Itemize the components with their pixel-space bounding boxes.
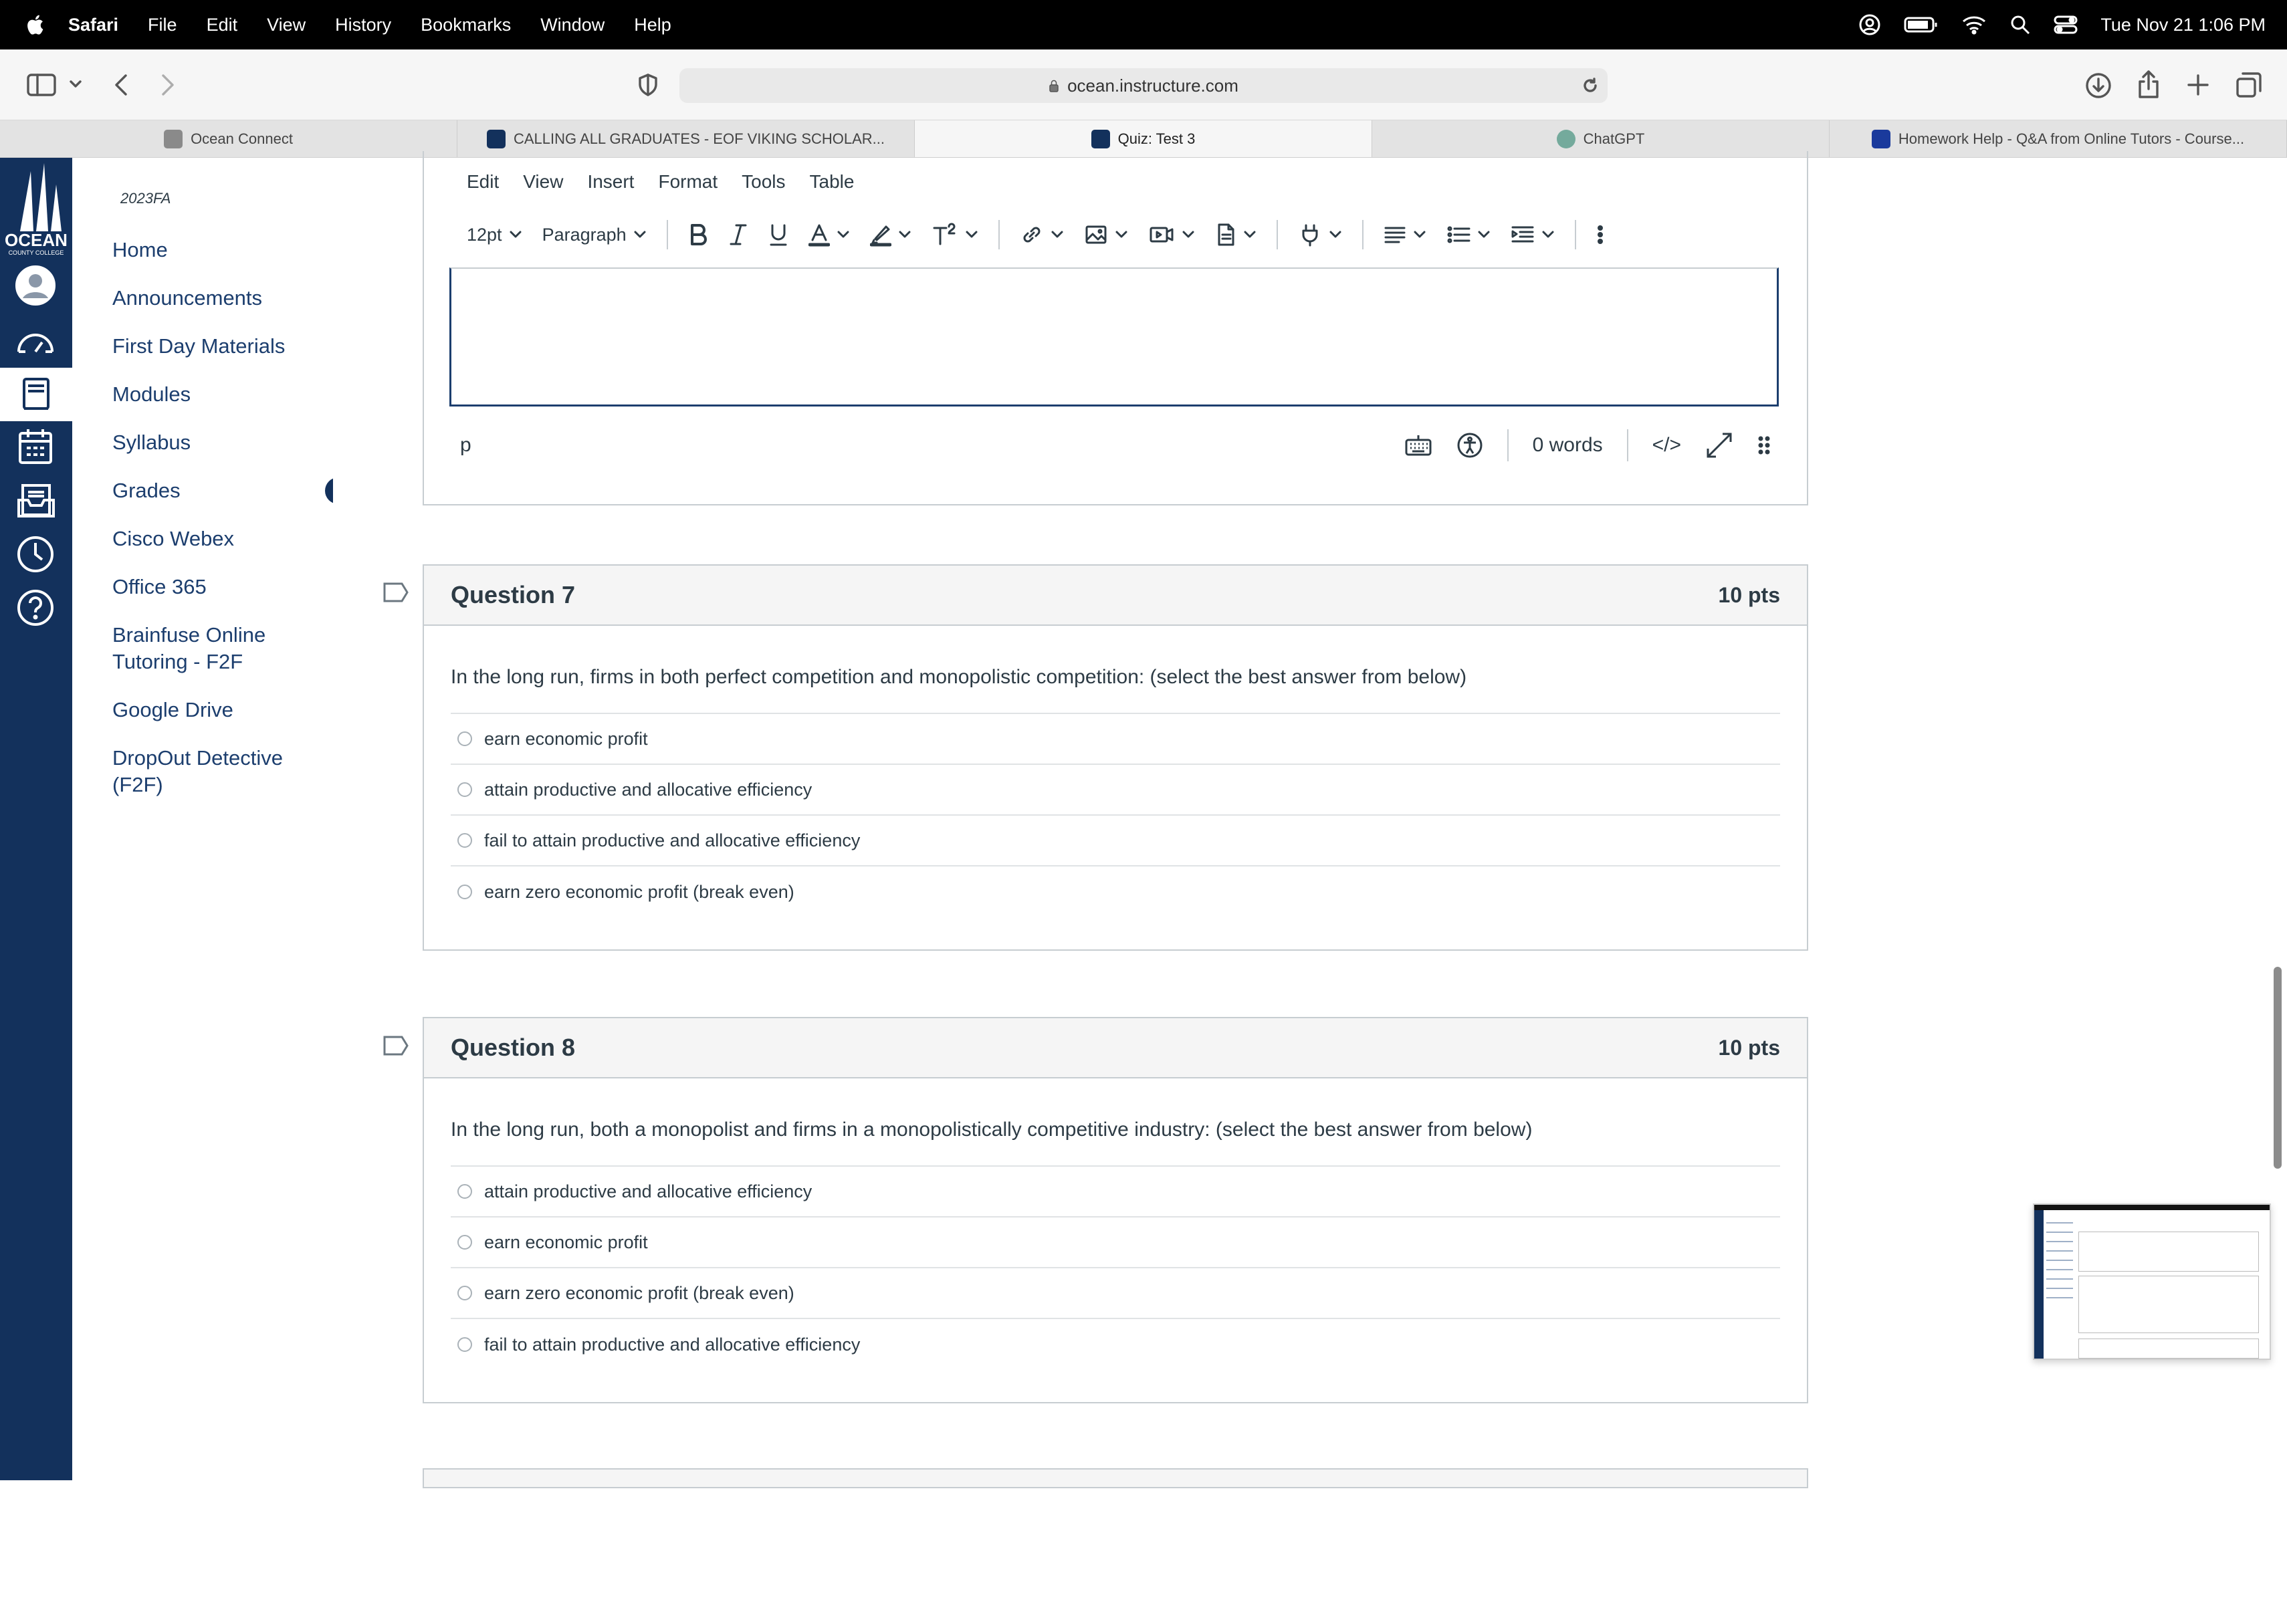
courses-book-icon <box>15 374 56 415</box>
more-options-button[interactable] <box>1596 223 1604 247</box>
question-points: 10 pts <box>1718 1035 1780 1060</box>
new-tab-plus-icon[interactable] <box>2187 74 2209 96</box>
question-title: Question 8 <box>451 1034 576 1061</box>
battery-icon[interactable] <box>1904 15 1939 34</box>
fullscreen-button[interactable] <box>1705 431 1733 459</box>
superscript-icon <box>932 223 958 247</box>
ocean-logo-icon <box>487 130 506 148</box>
question-title: Question 7 <box>451 581 576 608</box>
url-text: ocean.instructure.com <box>1067 75 1238 96</box>
courses-nav[interactable] <box>0 368 72 421</box>
italic-icon <box>728 223 748 247</box>
apps-plug-button[interactable] <box>1298 223 1342 247</box>
menu-app-name[interactable]: Safari <box>68 14 119 35</box>
course-nav-syllabus[interactable]: Syllabus <box>112 431 191 454</box>
align-button[interactable] <box>1384 223 1426 247</box>
answer-label[interactable]: attain productive and allocative efficiency <box>484 779 812 800</box>
tab-overview-icon[interactable] <box>2236 72 2262 98</box>
answer-option[interactable] <box>451 1268 1780 1319</box>
underline-button[interactable] <box>768 223 788 247</box>
highlighter-icon <box>870 223 891 247</box>
flag-question-8-button[interactable] <box>383 1035 409 1056</box>
editor-menu-insert[interactable]: Insert <box>587 171 635 192</box>
tab-label: CALLING ALL GRADUATES - EOF VIKING SCHOLAR... <box>513 130 885 147</box>
tab-ocean-connect[interactable] <box>0 120 457 157</box>
align-left-icon <box>1384 223 1406 247</box>
chevron-down-icon <box>1182 230 1195 239</box>
bullet-list-icon <box>1446 223 1471 247</box>
screenshot-thumbnail[interactable] <box>2033 1203 2271 1360</box>
question-header <box>424 566 1807 626</box>
editor-menu-tools[interactable]: Tools <box>742 171 786 192</box>
answer-option[interactable] <box>451 1319 1780 1370</box>
logo-subtitle: COUNTY COLLEGE <box>8 249 64 256</box>
chevron-down-icon <box>1243 230 1257 239</box>
tab-label: ChatGPT <box>1583 130 1645 147</box>
course-nav-brainfuse[interactable]: Brainfuse Online Tutoring - F2F <box>112 623 266 673</box>
wifi-icon[interactable] <box>1961 15 1987 35</box>
question-7 <box>423 564 1808 951</box>
course-nav-google-drive[interactable]: Google Drive <box>112 698 233 721</box>
radio-button[interactable] <box>457 1286 472 1300</box>
collapse-nav-button[interactable] <box>15 1587 56 1621</box>
chevron-down-icon <box>1413 230 1426 239</box>
font-size-select[interactable] <box>467 225 522 245</box>
course-nav-announcements[interactable]: Announcements <box>112 286 263 310</box>
course-nav-grades[interactable]: Grades <box>112 479 181 502</box>
editor-status-bar <box>460 425 1771 465</box>
question-text: In the long run, firms in both perfect competition and monopolistic competition: (select the best answer from below) <box>451 666 1467 688</box>
block-format-select[interactable] <box>542 225 647 245</box>
menu-history[interactable]: History <box>335 14 392 35</box>
highlight-color-button[interactable] <box>870 223 911 247</box>
help-nav[interactable] <box>15 587 56 628</box>
chevron-down-icon <box>1051 230 1064 239</box>
drag-handle-icon <box>1757 433 1771 457</box>
question-points: 10 pts <box>1718 582 1780 607</box>
editor-toolbar <box>467 218 1624 251</box>
chevron-down-icon <box>898 230 911 239</box>
radio-button[interactable] <box>457 782 472 797</box>
document-button[interactable] <box>1215 223 1257 247</box>
indent-button[interactable] <box>1511 223 1555 247</box>
chevron-down-icon <box>837 230 850 239</box>
bold-button[interactable] <box>688 223 708 247</box>
question-text: In the long run, both a monopolist and firms in a monopolistically competitive industry: (select the best answer from below) <box>451 1119 1533 1141</box>
indent-icon <box>1511 223 1535 247</box>
answer-list <box>451 713 1780 917</box>
back-arrow-icon[interactable] <box>114 74 128 96</box>
course-nav-office-365[interactable]: Office 365 <box>112 575 207 598</box>
course-nav-cisco-webex[interactable]: Cisco Webex <box>112 527 235 550</box>
privacy-shield-icon[interactable] <box>638 74 658 96</box>
inbox-icon <box>15 480 56 521</box>
question-8 <box>423 1017 1808 1403</box>
radio-button[interactable] <box>457 1235 472 1250</box>
browser-toolbar <box>0 49 2287 120</box>
status-divider <box>1507 429 1509 461</box>
accessibility-checker-button[interactable] <box>1456 432 1483 459</box>
downloads-icon[interactable] <box>2085 72 2112 99</box>
question-header <box>424 1018 1807 1078</box>
resize-handle[interactable] <box>1757 433 1771 457</box>
chevron-down-icon <box>1115 230 1128 239</box>
chevron-down-icon <box>509 230 522 239</box>
chevron-down-icon <box>965 230 978 239</box>
course-nav-grades-row[interactable] <box>112 477 366 504</box>
element-path[interactable]: p <box>460 434 471 456</box>
control-center-icon[interactable] <box>2054 15 2078 35</box>
document-icon <box>1215 223 1236 247</box>
flag-icon <box>383 1035 409 1056</box>
answer-list <box>451 1165 1780 1370</box>
calendar-nav[interactable] <box>15 427 56 468</box>
thumbnail-course-nav <box>2046 1218 2073 1298</box>
radio-button[interactable] <box>457 731 472 746</box>
chevron-down-icon[interactable] <box>70 80 82 88</box>
link-icon <box>1020 223 1044 247</box>
html-editor-toggle[interactable]: </> <box>1652 434 1681 456</box>
superscript-button[interactable] <box>932 223 978 247</box>
flag-question-7-button[interactable] <box>383 582 409 603</box>
image-icon <box>1084 223 1108 247</box>
reload-icon[interactable] <box>1582 78 1598 94</box>
editor-menu-view[interactable]: View <box>523 171 564 192</box>
answer-option[interactable] <box>451 765 1780 816</box>
thumbnail-sidebar <box>2034 1210 2044 1360</box>
menu-window[interactable]: Window <box>540 14 605 35</box>
course-hero-icon <box>1872 130 1890 148</box>
underline-icon <box>768 223 788 247</box>
block-format-value: Paragraph <box>542 224 627 245</box>
menu-file[interactable]: File <box>148 14 177 35</box>
menu-clock[interactable]: Tue Nov 21 1:06 PM <box>2100 14 2266 35</box>
image-button[interactable] <box>1084 223 1128 247</box>
answer-label[interactable]: earn economic profit <box>484 1232 648 1252</box>
answer-label[interactable]: attain productive and allocative efficiency <box>484 1181 812 1201</box>
editor-text-area[interactable] <box>449 267 1779 407</box>
clock-history-icon <box>15 534 56 575</box>
ocean-connect-icon <box>164 130 183 148</box>
flag-icon <box>383 582 409 603</box>
tab-label: Quiz: Test 3 <box>1117 130 1196 147</box>
answer-label[interactable]: fail to attain productive and allocative efficiency <box>484 830 861 850</box>
italic-button[interactable] <box>728 223 748 247</box>
chevron-down-icon <box>1477 230 1491 239</box>
status-divider <box>1627 429 1628 461</box>
chevron-down-icon <box>1329 230 1342 239</box>
forward-arrow-icon[interactable] <box>160 74 175 96</box>
answer-option[interactable] <box>451 866 1780 917</box>
expand-icon <box>1705 431 1733 459</box>
dashboard-nav[interactable] <box>15 322 56 364</box>
text-color-button[interactable] <box>808 223 850 247</box>
thumbnail-editor <box>2078 1276 2259 1333</box>
answer-option[interactable] <box>451 1217 1780 1268</box>
course-nav-home[interactable]: Home <box>112 238 168 261</box>
avatar-icon <box>15 265 56 306</box>
radio-button[interactable] <box>457 1184 472 1199</box>
chevron-down-icon <box>633 230 647 239</box>
collapse-arrow-icon <box>15 1587 56 1621</box>
course-nav-modules[interactable]: Modules <box>112 382 191 406</box>
vertical-dots-icon <box>1596 223 1604 247</box>
quiz-content <box>333 158 2287 1480</box>
thumbnail-question <box>2078 1339 2259 1359</box>
global-navigation <box>0 158 72 1480</box>
help-question-icon <box>15 587 56 628</box>
accessibility-icon <box>1456 432 1483 459</box>
link-button[interactable] <box>1020 223 1064 247</box>
course-nav-dropout-detective[interactable]: DropOut Detective (F2F) <box>112 746 283 796</box>
inbox-nav[interactable] <box>15 480 56 521</box>
menu-bookmarks[interactable]: Bookmarks <box>421 14 512 35</box>
toolbar-divider <box>1362 220 1364 249</box>
account-nav[interactable] <box>15 265 56 306</box>
bold-icon <box>688 223 708 247</box>
plug-icon <box>1298 223 1322 247</box>
sails-logo-icon <box>0 158 72 258</box>
course-nav-first-day-materials[interactable]: First Day Materials <box>112 334 286 358</box>
calendar-icon <box>15 427 56 468</box>
chatgpt-icon <box>1557 130 1575 148</box>
menu-edit[interactable]: Edit <box>206 14 238 35</box>
chevron-down-icon <box>1541 230 1555 239</box>
user-account-icon[interactable] <box>1858 13 1881 36</box>
macos-menu-bar <box>0 0 2287 49</box>
course-term: 2023FA <box>120 190 171 207</box>
tab-homework-help[interactable] <box>1830 120 2287 157</box>
answer-label[interactable]: earn zero economic profit (break even) <box>484 881 794 902</box>
course-navigation <box>72 158 333 1480</box>
radio-button[interactable] <box>457 1337 472 1352</box>
toolbar-divider <box>998 220 1000 249</box>
logo-wordmark: OCEAN <box>5 230 68 250</box>
tab-label: Ocean Connect <box>191 130 293 147</box>
lock-icon <box>1049 79 1059 92</box>
tab-label: Homework Help - Q&A from Online Tutors - Course... <box>1898 130 2245 147</box>
bullet-list-button[interactable] <box>1446 223 1491 247</box>
editor-menu-bar <box>467 171 878 193</box>
keyboard-icon <box>1404 433 1432 457</box>
answer-label[interactable]: earn zero economic profit (break even) <box>484 1282 794 1303</box>
editor-menu-format[interactable]: Format <box>658 171 718 192</box>
sidebar-toggle-icon[interactable] <box>27 74 56 96</box>
word-count[interactable]: 0 words <box>1532 434 1603 456</box>
toolbar-divider <box>1575 220 1576 249</box>
apple-icon[interactable] <box>24 13 48 37</box>
answer-label[interactable]: earn economic profit <box>484 728 648 749</box>
answer-option[interactable] <box>451 816 1780 866</box>
menu-help[interactable]: Help <box>634 14 671 35</box>
toolbar-divider <box>1277 220 1278 249</box>
text-color-icon <box>808 223 830 247</box>
spotlight-search-icon[interactable] <box>2009 14 2031 35</box>
answer-option[interactable] <box>451 1167 1780 1217</box>
answer-label[interactable]: fail to attain productive and allocative efficiency <box>484 1334 861 1355</box>
address-bar[interactable] <box>679 68 1608 103</box>
page-scrollbar[interactable] <box>2274 967 2282 1169</box>
editor-menu-table[interactable]: Table <box>809 171 855 192</box>
ocean-county-college-logo[interactable] <box>0 158 72 258</box>
thumbnail-menubar <box>2034 1205 2270 1210</box>
radio-button[interactable] <box>457 833 472 848</box>
answer-option[interactable] <box>451 714 1780 765</box>
history-nav[interactable] <box>15 534 56 575</box>
ocean-logo-icon <box>1091 130 1110 148</box>
dashboard-gauge-icon <box>15 322 56 364</box>
font-size-value: 12pt <box>467 224 502 245</box>
toolbar-divider <box>667 220 668 249</box>
share-icon[interactable] <box>2137 70 2160 99</box>
menu-view[interactable]: View <box>267 14 306 35</box>
thumbnail-question <box>2078 1232 2259 1272</box>
editor-menu-edit[interactable]: Edit <box>467 171 500 192</box>
radio-button[interactable] <box>457 885 472 899</box>
keyboard-shortcuts-button[interactable] <box>1404 433 1432 457</box>
media-icon <box>1148 223 1175 247</box>
media-button[interactable] <box>1148 223 1195 247</box>
question-9-header-partial <box>423 1468 1808 1488</box>
